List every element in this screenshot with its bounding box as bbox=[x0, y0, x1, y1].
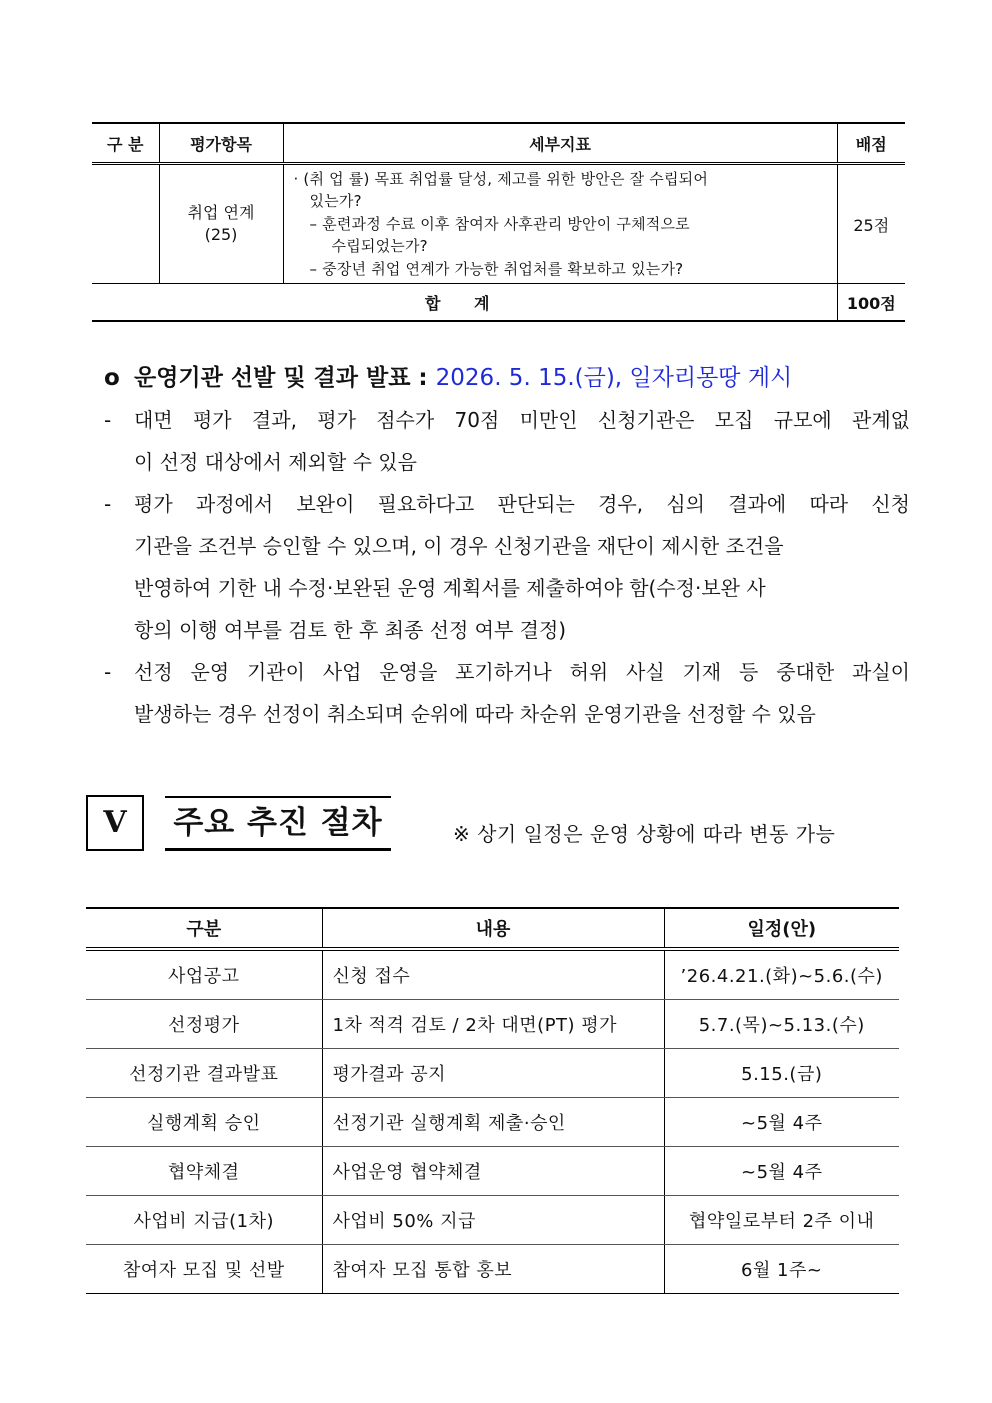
row-date: ~5월 4주 bbox=[664, 1147, 899, 1196]
paragraph-line: 반영하여 기한 내 수정·보완된 운영 계획서를 제출하여야 함(수정·보완 사 bbox=[134, 576, 766, 600]
schedule-note: ※ 상기 일정은 운영 상황에 따라 변동 가능 bbox=[453, 822, 836, 846]
header-division: 구분 bbox=[86, 908, 322, 949]
table-row bbox=[86, 1196, 899, 1245]
table-row bbox=[86, 1098, 899, 1147]
dash-marker: - bbox=[104, 492, 112, 516]
paragraph-line: 발생하는 경우 선정이 취소되며 순위에 따라 차순위 운영기관을 선정할 수 있음 bbox=[134, 702, 816, 726]
evaluation-header-row bbox=[92, 123, 905, 164]
schedule-header-row bbox=[86, 908, 899, 949]
row-division: 협약체결 bbox=[86, 1147, 322, 1196]
row-division: 사업비 지급(1차) bbox=[86, 1196, 322, 1245]
paragraph-line: 대면 평가 결과, 평가 점수가 70점 미만인 신청기관은 모집 규모에 관계없 bbox=[134, 408, 910, 432]
table-row bbox=[86, 1147, 899, 1196]
row-content: 선정기관 실행계획 제출·승인 bbox=[322, 1098, 664, 1147]
headline-date: 2026. 5. 15.(금), 일자리몽땅 게시 bbox=[435, 365, 793, 391]
bullet-marker: o bbox=[104, 365, 120, 391]
header-content: 내용 bbox=[322, 908, 664, 949]
paragraph-item bbox=[104, 483, 910, 651]
eval-item-name: 취업 연계 bbox=[187, 203, 255, 222]
row-content: 1차 적격 검토 / 2차 대면(PT) 평가 bbox=[322, 1000, 664, 1049]
total-score: 100점 bbox=[837, 284, 905, 322]
header-category: 구 분 bbox=[92, 123, 159, 164]
selection-announcement-section bbox=[104, 360, 910, 735]
detail-line: 수립되었는가? bbox=[331, 237, 428, 256]
evaluation-row bbox=[92, 164, 905, 284]
dash-marker: - bbox=[104, 408, 112, 432]
paragraph-line: 이 선정 대상에서 제외할 수 있음 bbox=[134, 450, 417, 474]
row-date: 5.15.(금) bbox=[664, 1049, 899, 1098]
row-score: 25점 bbox=[837, 164, 905, 284]
row-detail bbox=[283, 164, 837, 284]
row-content: 신청 접수 bbox=[322, 949, 664, 1000]
dash-marker: - bbox=[104, 660, 112, 684]
paragraph-first-line bbox=[104, 399, 910, 441]
row-date: ~5월 4주 bbox=[664, 1098, 899, 1147]
header-detail: 세부지표 bbox=[283, 123, 837, 164]
section-headline bbox=[104, 360, 910, 396]
detail-line: – 중장년 취업 연계가 가능한 취업처를 확보하고 있는가? bbox=[309, 259, 684, 278]
table-row bbox=[86, 1000, 899, 1049]
row-division: 참여자 모집 및 선발 bbox=[86, 1245, 322, 1294]
row-date: 협약일로부터 2주 이내 bbox=[664, 1196, 899, 1245]
row-content: 사업비 50% 지급 bbox=[322, 1196, 664, 1245]
section-title: 주요 추진 절차 bbox=[165, 796, 391, 851]
table-row bbox=[86, 1245, 899, 1294]
detail-line: · (취 업 률) 목표 취업률 달성, 제고를 위한 방안은 잘 수립되어 bbox=[293, 169, 709, 188]
detail-line: – 훈련과정 수료 이후 참여자 사후관리 방안이 구체적으로 bbox=[309, 214, 690, 233]
table-row bbox=[86, 1049, 899, 1098]
headline-label: 운영기관 선발 및 결과 발표 : bbox=[134, 365, 428, 391]
eval-item-points: (25) bbox=[204, 225, 238, 244]
row-content: 평가결과 공지 bbox=[322, 1049, 664, 1098]
paragraph-line: 기관을 조건부 승인할 수 있으며, 이 경우 신청기관을 재단이 제시한 조건을 bbox=[134, 534, 784, 558]
row-date: 6월 1주~ bbox=[664, 1245, 899, 1294]
header-score: 배점 bbox=[837, 123, 905, 164]
evaluation-table bbox=[92, 122, 905, 322]
paragraph-item bbox=[104, 651, 910, 735]
row-division: 선정기관 결과발표 bbox=[86, 1049, 322, 1098]
detail-line: 있는가? bbox=[309, 192, 362, 211]
paragraph-line: 평가 과정에서 보완이 필요하다고 판단되는 경우, 심의 결과에 따라 신청 bbox=[134, 492, 910, 516]
row-division: 실행계획 승인 bbox=[86, 1098, 322, 1147]
schedule-table bbox=[86, 907, 899, 1294]
row-category bbox=[92, 164, 159, 284]
header-schedule: 일정(안) bbox=[664, 908, 899, 949]
paragraph-line: 선정 운영 기관이 사업 운영을 포기하거나 허위 사실 기재 등 중대한 과실이 bbox=[134, 660, 910, 684]
paragraph-first-line bbox=[104, 651, 910, 693]
section-number: V bbox=[86, 795, 144, 851]
total-row bbox=[92, 284, 905, 322]
paragraph-first-line bbox=[104, 483, 910, 525]
paragraph-item bbox=[104, 399, 910, 483]
row-content: 참여자 모집 통합 홍보 bbox=[322, 1245, 664, 1294]
row-division: 사업공고 bbox=[86, 949, 322, 1000]
row-division: 선정평가 bbox=[86, 1000, 322, 1049]
row-date: 5.7.(목)~5.13.(수) bbox=[664, 1000, 899, 1049]
table-row bbox=[86, 949, 899, 1000]
row-eval-item bbox=[159, 164, 283, 284]
header-eval-item: 평가항목 bbox=[159, 123, 283, 164]
row-content: 사업운영 협약체결 bbox=[322, 1147, 664, 1196]
total-label: 합 계 bbox=[92, 284, 837, 322]
row-date: ’26.4.21.(화)~5.6.(수) bbox=[664, 949, 899, 1000]
paragraph-line: 항의 이행 여부를 검토 한 후 최종 선정 여부 결정) bbox=[134, 618, 567, 642]
